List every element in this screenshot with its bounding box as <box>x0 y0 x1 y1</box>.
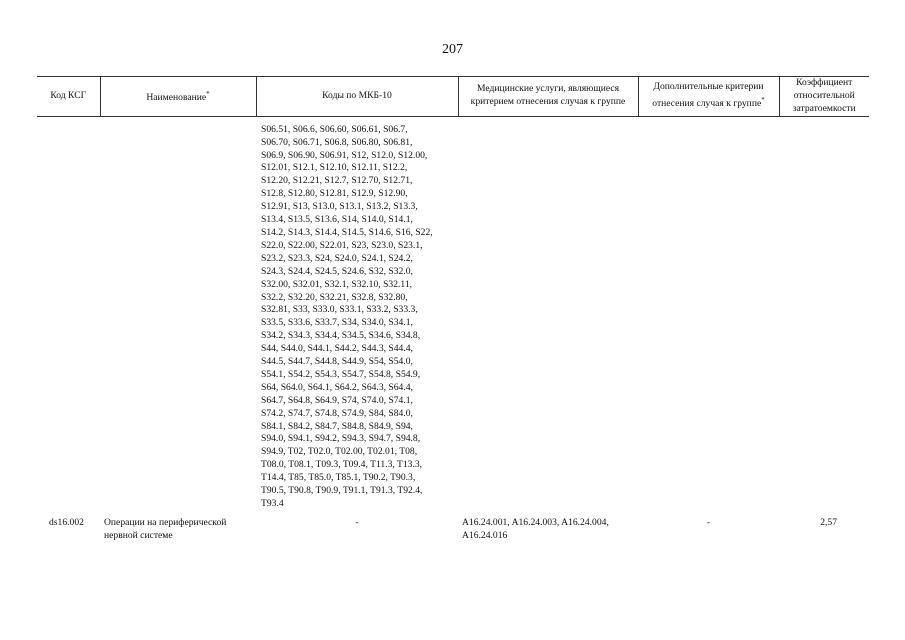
row-code: ds16.002 <box>49 516 84 528</box>
header-name-footnote-mark: * <box>206 89 210 98</box>
mkb-code-line: S32.00, S32.01, S32.1, S32.10, S32.11, <box>261 278 413 290</box>
mkb-code-line: S84.1, S84.2, S84.7, S84.8, S84.9, S94, <box>261 420 413 432</box>
mkb-code-line: T93.4 <box>261 498 284 509</box>
header-name-text: Наименование <box>146 92 207 103</box>
mkb-code-line: S12.20, S12.21, S12.7, S12.70, S12.71, <box>261 175 413 187</box>
header-mkb: Коды по МКБ-10 <box>256 77 458 117</box>
mkb-code-line: S33.5, S33.6, S33.7, S34, S34.0, S34.1, <box>261 317 413 329</box>
row-mkb: - <box>355 516 359 528</box>
mkb-code-line: S06.9, S06.90, S06.91, S12, S12.0, S12.00, <box>261 149 428 161</box>
table-row-ds16-002 <box>37 511 869 543</box>
mkb-code-line: S64.7, S64.8, S64.9, S74, S74.0, S74.1, <box>261 394 413 406</box>
header-extra <box>638 77 779 117</box>
mkb-code-line: S06.70, S06.71, S06.8, S06.80, S06.81, <box>261 136 413 148</box>
header-services: Медицинские услуги, являющиеся критерием отнесения случая к группе <box>458 77 638 117</box>
header-extra-footnote-mark: * <box>761 96 765 105</box>
mkb-code-line: S32.2, S32.20, S32.21, S32.8, S32.80, <box>261 291 408 303</box>
header-extra-text: Дополнительные критерии отнесения случая к группе <box>652 81 764 110</box>
mkb-code-line: S44, S44.0, S44.1, S44.2, S44.3, S44.4, <box>261 343 413 355</box>
mkb-code-line: S54.1, S54.2, S54.3, S54.7, S54.8, S54.9, <box>261 368 421 380</box>
mkb-code-line: S34.2, S34.3, S34.4, S34.5, S34.6, S34.8, <box>261 330 421 342</box>
mkb-code-line: S44.5, S44.7, S44.8, S44.9, S54, S54.0, <box>261 356 413 368</box>
mkb-codes-cell <box>256 116 458 511</box>
row-services-line: A16.24.001, A16.24.003, A16.24.004, <box>462 516 609 528</box>
table-header-row <box>37 77 869 117</box>
ksg-table <box>37 76 869 543</box>
mkb-code-line: T90.5, T90.8, T90.9, T91.1, T91.3, T92.4, <box>261 485 423 497</box>
mkb-code-line: S22.0, S22.00, S22.01, S23, S23.0, S23.1, <box>261 239 423 251</box>
header-name <box>100 77 256 117</box>
header-coef: Коэффициент относительной затратоемкости <box>779 77 869 117</box>
page-number: 207 <box>442 42 463 57</box>
mkb-code-line: S32.81, S33, S33.0, S33.1, S33.2, S33.3, <box>261 304 418 316</box>
row-name: Операции на периферической нервной системе <box>104 516 227 541</box>
mkb-code-line: S24.3, S24.4, S24.5, S24.6, S32, S32.0, <box>261 265 413 277</box>
mkb-code-line: S13.4, S13.5, S13.6, S14, S14.0, S14.1, <box>261 214 413 226</box>
row-coef: 2,57 <box>820 516 837 528</box>
mkb-code-line: S12.01, S12.1, S12.10, S12.11, S12.2, <box>261 162 408 174</box>
row-extra: - <box>706 516 711 528</box>
mkb-code-line: T08.0, T08.1, T09.3, T09.4, T11.3, T13.3, <box>261 459 423 471</box>
mkb-code-line: S12.8, S12.80, S12.81, S12.9, S12.90, <box>261 188 408 200</box>
mkb-code-line: S14.2, S14.3, S14.4, S14.5, S14.6, S16, S22, <box>261 226 433 238</box>
mkb-code-line: S94.9, T02, T02.0, T02.00, T02.01, T08, <box>261 446 418 458</box>
row-services-line: A16.24.016 <box>462 529 508 541</box>
mkb-code-line: S64, S64.0, S64.1, S64.2, S64.3, S64.4, <box>261 381 413 393</box>
mkb-code-line: S23.2, S23.3, S24, S24.0, S24.1, S24.2, <box>261 252 413 264</box>
mkb-code-line: S94.0, S94.1, S94.2, S94.3, S94.7, S94.8, <box>261 433 421 445</box>
row-services <box>458 511 638 543</box>
mkb-code-line: S12.91, S13, S13.0, S13.1, S13.2, S13.3, <box>261 201 418 213</box>
mkb-code-line: S74.2, S74.7, S74.8, S74.9, S84, S84.0, <box>261 407 413 419</box>
mkb-code-line: T14.4, T85, T85.0, T85.1, T90.2, T90.3, <box>261 472 416 484</box>
header-code: Код КСГ <box>37 77 100 117</box>
mkb-code-line: S06.51, S06.6, S06.60, S06.61, S06.7, <box>261 123 408 135</box>
mkb-codes-list <box>261 124 456 511</box>
table-row-continuation <box>37 116 869 511</box>
